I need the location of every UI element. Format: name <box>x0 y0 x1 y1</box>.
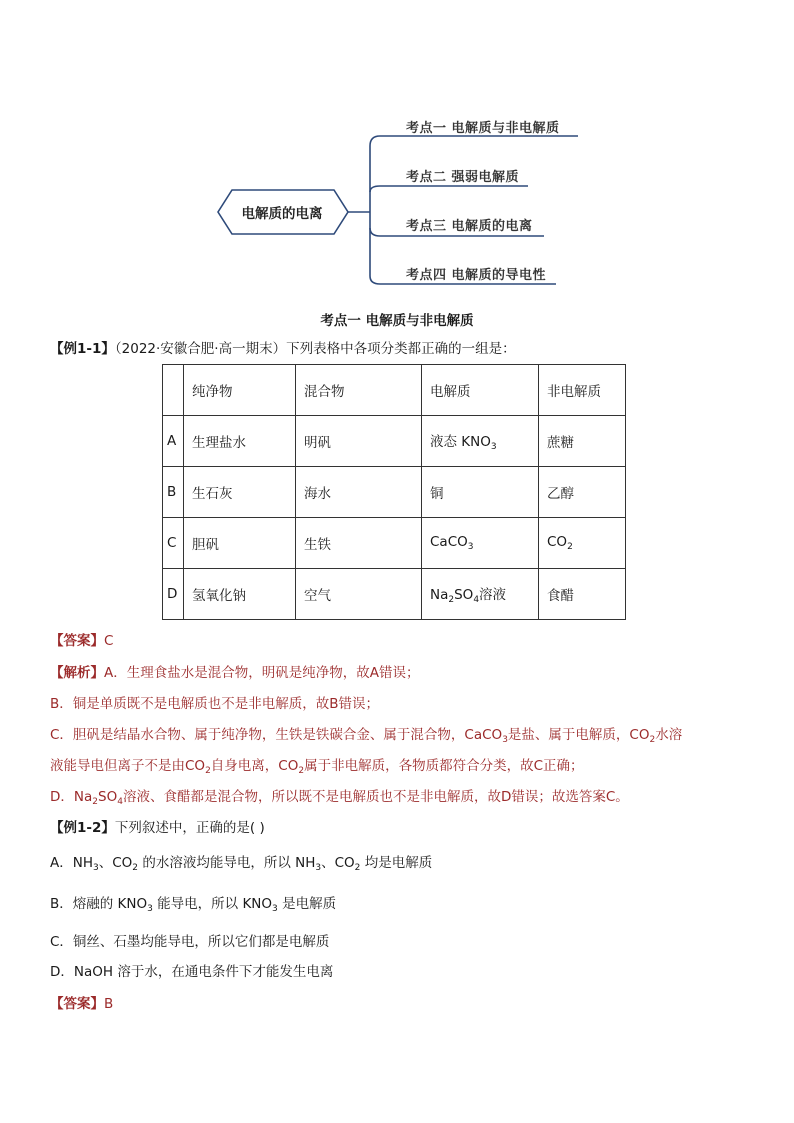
analysis-text: 自身电离，CO <box>210 758 299 774</box>
table-cell: 生石灰 <box>184 467 296 518</box>
table-cell: 明矾 <box>296 416 422 467</box>
table-row <box>163 569 626 620</box>
analysis-line-b: B．铜是单质既不是电解质也不是非电解质，故B错误； <box>50 696 380 712</box>
table-cell: 乙醇 <box>539 467 626 518</box>
cell-text: 溶液 <box>479 587 507 603</box>
branch-label-4: 考点四 电解质的导电性 <box>406 268 547 283</box>
cell-text: SO <box>454 587 474 603</box>
analysis-line-c1 <box>50 725 682 750</box>
analysis-line-a <box>50 663 419 683</box>
cell-subscript: 3 <box>467 542 474 552</box>
table-cell: 海水 <box>296 467 422 518</box>
table-cell: 氢氧化钠 <box>184 569 296 620</box>
row-label: D <box>163 569 184 620</box>
option-text: 能导电，所以 KNO <box>152 896 273 912</box>
analysis-subscript: 3 <box>502 735 508 745</box>
table-row <box>163 416 626 467</box>
option-subscript: 3 <box>147 904 153 914</box>
option-text: 是电解质 <box>277 896 337 912</box>
branch-line-2 <box>370 186 528 192</box>
row-label: A <box>163 416 184 467</box>
analysis-text: A．生理食盐水是混合物，明矾是纯净物，故A错误； <box>104 665 420 681</box>
answer-value: B <box>104 996 114 1012</box>
analysis-tag: 【解析】 <box>50 665 104 681</box>
cell-subscript: 2 <box>448 595 455 605</box>
option-d: D．NaOH 溶于水，在通电条件下才能发生电离 <box>50 964 334 980</box>
table-header-row <box>163 365 626 416</box>
table-header-cell <box>163 365 184 416</box>
table-cell: 蔗糖 <box>539 416 626 467</box>
branch-label-1: 考点一 电解质与非电解质 <box>406 121 560 136</box>
cell-subscript: 2 <box>567 542 573 552</box>
example-1-1-question <box>50 339 516 359</box>
section-title: 考点一 电解质与非电解质 <box>320 313 474 329</box>
example-1-1-tag: 【例1-1】 <box>50 341 115 357</box>
table-cell: 食醋 <box>539 569 626 620</box>
table-header-cell: 混合物 <box>296 365 422 416</box>
example-1-2-tag: 【例1-2】 <box>50 820 115 836</box>
table-cell: 铜 <box>422 467 539 518</box>
option-a <box>50 853 432 878</box>
analysis-subscript: 2 <box>205 766 211 776</box>
answer-value: C <box>104 633 114 649</box>
cell-subscript: 3 <box>490 442 497 452</box>
cell-subscript: 4 <box>473 595 480 605</box>
option-b <box>50 894 336 919</box>
table-cell <box>422 518 539 569</box>
option-text: 、CO <box>321 855 355 871</box>
example-1-2-question <box>50 818 265 838</box>
table-header-cell: 纯净物 <box>184 365 296 416</box>
cell-text: Na <box>430 587 449 603</box>
table-row <box>163 518 626 569</box>
option-subscript: 3 <box>315 863 322 873</box>
table-cell <box>422 416 539 467</box>
table-cell <box>422 569 539 620</box>
option-subscript: 3 <box>93 863 99 873</box>
option-text: 均是电解质 <box>360 855 433 871</box>
analysis-subscript: 2 <box>92 797 99 807</box>
option-subscript: 3 <box>272 904 278 914</box>
option-subscript: 2 <box>132 863 139 873</box>
row-label: B <box>163 467 184 518</box>
analysis-subscript: 2 <box>649 735 656 745</box>
row-label: C <box>163 518 184 569</box>
table-header-cell: 非电解质 <box>539 365 626 416</box>
analysis-line-c2 <box>50 756 584 781</box>
classification-table <box>162 364 626 620</box>
answer-tag: 【答案】 <box>50 633 104 649</box>
analysis-text: 液能导电但离子不是由CO <box>50 758 206 774</box>
analysis-subscript: 2 <box>298 766 305 776</box>
table-cell: 生理盐水 <box>184 416 296 467</box>
mind-map <box>0 0 794 300</box>
analysis-text: 水溶 <box>655 727 683 743</box>
branch-label-3: 考点三 电解质的电离 <box>406 219 533 234</box>
example-1-2-answer <box>50 994 113 1014</box>
analysis-line-d <box>50 787 629 812</box>
mind-map-lines <box>0 0 794 300</box>
table-cell: 生铁 <box>296 518 422 569</box>
answer-tag: 【答案】 <box>50 996 104 1012</box>
cell-text: CO <box>547 534 568 550</box>
mind-map-center-label: 电解质的电离 <box>241 206 323 222</box>
spine-line <box>370 136 380 284</box>
option-c: C．铜丝、石墨均能导电，所以它们都是电解质 <box>50 934 330 950</box>
option-text: B．熔融的 KNO <box>50 896 148 912</box>
example-1-2-text: 下列叙述中，正确的是( ) <box>114 820 265 836</box>
branch-label-2: 考点二 强弱电解质 <box>406 170 520 185</box>
table-cell <box>539 518 626 569</box>
cell-text: CaCO <box>430 534 468 550</box>
analysis-text: D．Na <box>50 789 93 805</box>
table-cell: 胆矾 <box>184 518 296 569</box>
analysis-text: 溶液、食醋都是混合物，所以既不是电解质也不是非电解质，故D错误；故选答案C。 <box>122 789 629 805</box>
table-header-cell: 电解质 <box>422 365 539 416</box>
cell-text: 液态 KNO <box>430 434 491 450</box>
example-1-1-answer <box>50 631 113 651</box>
option-text: 的水溶液均能导电，所以 NH <box>138 855 316 871</box>
analysis-text: 属于非电解质，各物质都符合分类，故C正确； <box>304 758 584 774</box>
option-text: 、CO <box>98 855 133 871</box>
analysis-text: C．胆矾是结晶水合物、属于纯净物，生铁是铁碳合金、属于混合物，CaCO <box>50 727 503 743</box>
analysis-text: SO <box>98 789 118 805</box>
option-text: A．NH <box>50 855 93 871</box>
example-1-1-text: （2022·安徽合肥·高一期末）下列表格中各项分类都正确的一组是： <box>114 341 516 357</box>
table-row <box>163 467 626 518</box>
analysis-text: 是盐、属于电解质，CO <box>507 727 650 743</box>
analysis-subscript: 4 <box>117 797 123 807</box>
option-subscript: 2 <box>354 863 361 873</box>
table-cell: 空气 <box>296 569 422 620</box>
